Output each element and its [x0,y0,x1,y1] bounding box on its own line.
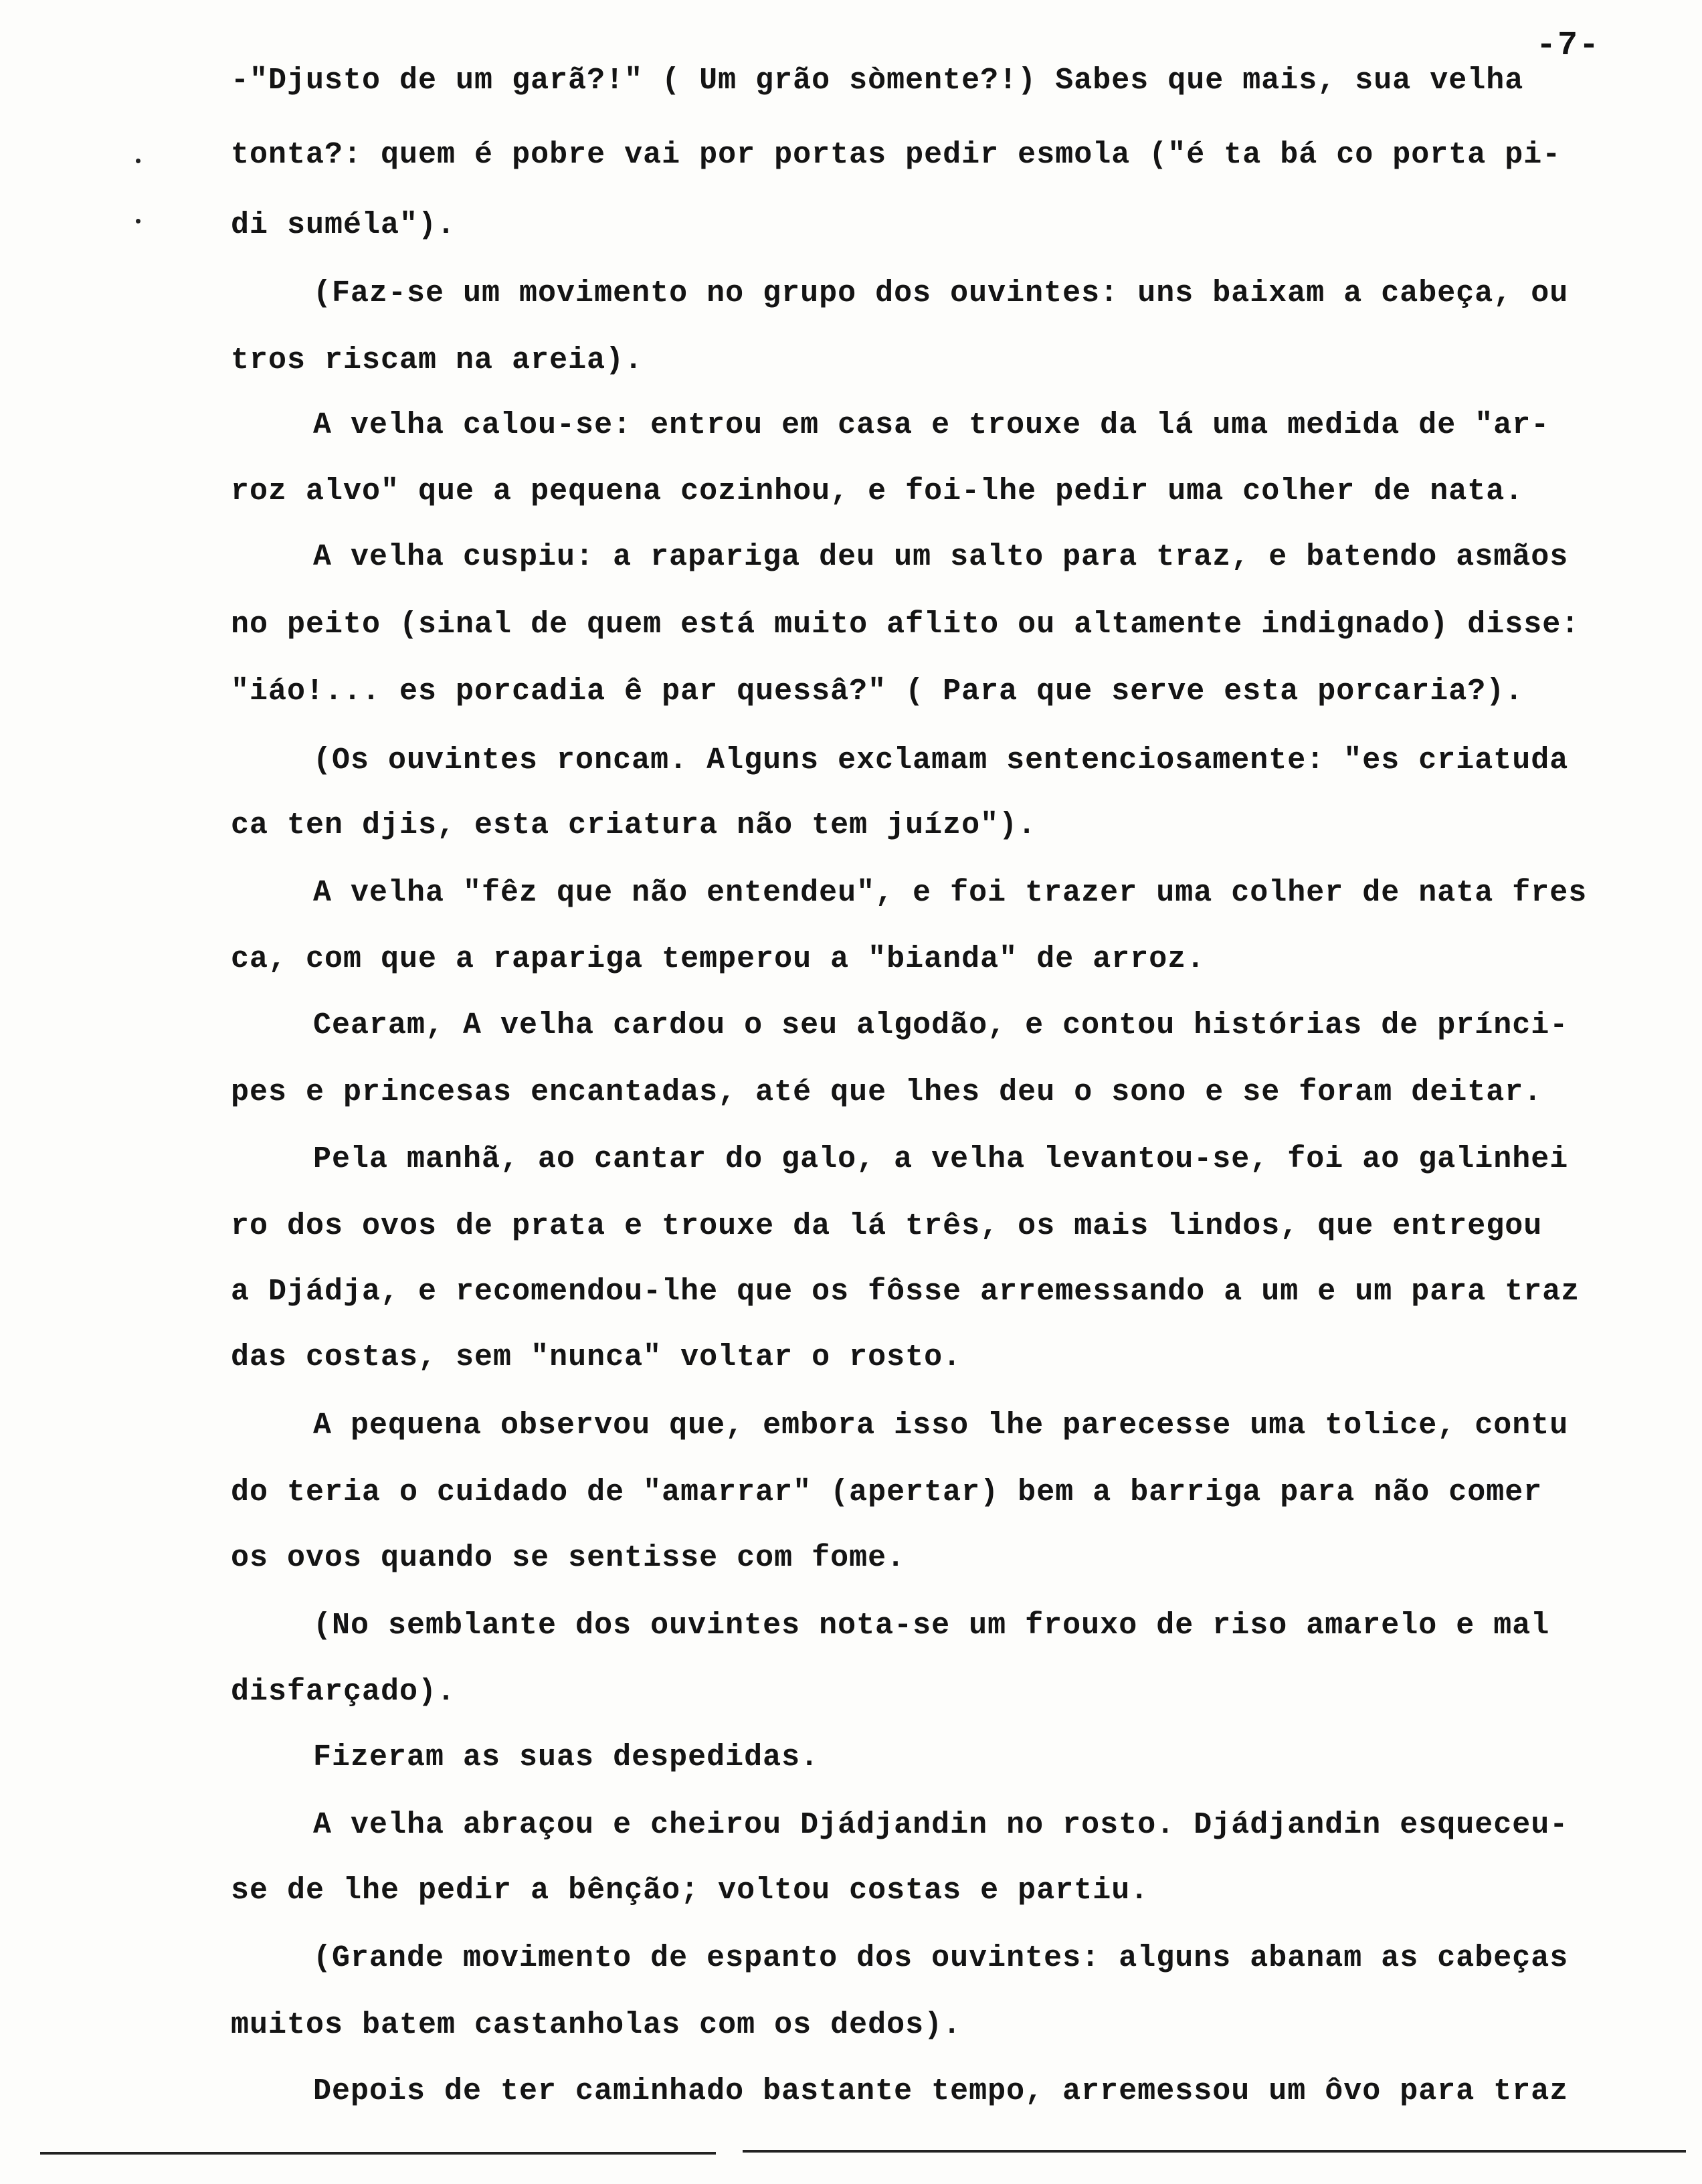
text-line: das costas, sem "nunca" voltar o rosto. [231,1340,962,1374]
text-line: os ovos quando se sentisse com fome. [231,1541,906,1575]
text-line: pes e princesas encantadas, até que lhes deu o sono e se foram deitar. [231,1075,1543,1109]
text-line: ca ten djis, esta criatura não tem juízo"). [231,808,1037,842]
text-line: A velha abraçou e cheirou Djádjandin no rosto. Djádjandin esqueceu- [313,1808,1569,1842]
bottom-rule-right [743,2150,1686,2153]
text-line: Depois de ter caminhado bastante tempo, arremessou um ôvo para traz [313,2074,1569,2108]
text-line: A velha cuspiu: a rapariga deu um salto para traz, e batendo asmãos [313,540,1569,574]
text-line: a Djádja, e recomendou-lhe que os fôsse arremessando a um e um para traz [231,1275,1580,1309]
text-line: A velha calou-se: entrou em casa e trouxe da lá uma medida de "ar- [313,408,1550,442]
text-line: -"Djusto de um garã?!" ( Um grão sòmente?!) Sabes que mais, sua velha [231,64,1524,98]
text-line: tonta?: quem é pobre vai por portas pedir esmola ("é ta bá co porta pi- [231,138,1562,172]
text-line: A velha "fêz que não entendeu", e foi trazer uma colher de nata fres [313,876,1588,910]
page-number: -7- [1536,27,1601,65]
text-line: no peito (sinal de quem está muito aflito ou altamente indignado) disse: [231,608,1580,642]
text-line: do teria o cuidado de "amarrar" (apertar) bem a barriga para não comer [231,1475,1543,1510]
text-line: Cearam, A velha cardou o seu algodão, e contou histórias de prínci- [313,1008,1569,1042]
text-line: tros riscam na areia). [231,343,644,377]
text-line: (Faz-se um movimento no grupo dos ouvintes: uns baixam a cabeça, ou [313,276,1569,310]
text-line: (Grande movimento de espanto dos ouvintes: alguns abanam as cabeças [313,1941,1569,1975]
text-line: roz alvo" que a pequena cozinhou, e foi-lhe pedir uma colher de nata. [231,474,1524,509]
text-line: (Os ouvintes roncam. Alguns exclamam sentenciosamente: "es criatuda [313,743,1569,778]
text-line: se de lhe pedir a bênção; voltou costas e partiu. [231,1874,1149,1908]
text-line: di suméla"). [231,208,456,242]
text-line: disfarçado). [231,1675,456,1709]
text-line: ro dos ovos de prata e trouxe da lá três, os mais lindos, que entregou [231,1209,1543,1243]
text-line: muitos batem castanholas com os dedos). [231,2008,962,2042]
margin-mark [136,219,140,223]
text-line: ca, com que a rapariga temperou a "bianda" de arroz. [231,942,1206,976]
text-line: Pela manhã, ao cantar do galo, a velha levantou-se, foi ao galinhei [313,1142,1569,1176]
text-line: "iáo!... es porcadia ê par quessâ?" ( Para que serve esta porcaria?). [231,674,1524,709]
text-line: A pequena observou que, embora isso lhe parecesse uma tolice, contu [313,1408,1569,1443]
bottom-rule-left [40,2152,716,2155]
text-line: Fizeram as suas despedidas. [313,1740,820,1774]
text-line: (No semblante dos ouvintes nota-se um frouxo de riso amarelo e mal [313,1609,1550,1643]
margin-mark [136,159,140,163]
